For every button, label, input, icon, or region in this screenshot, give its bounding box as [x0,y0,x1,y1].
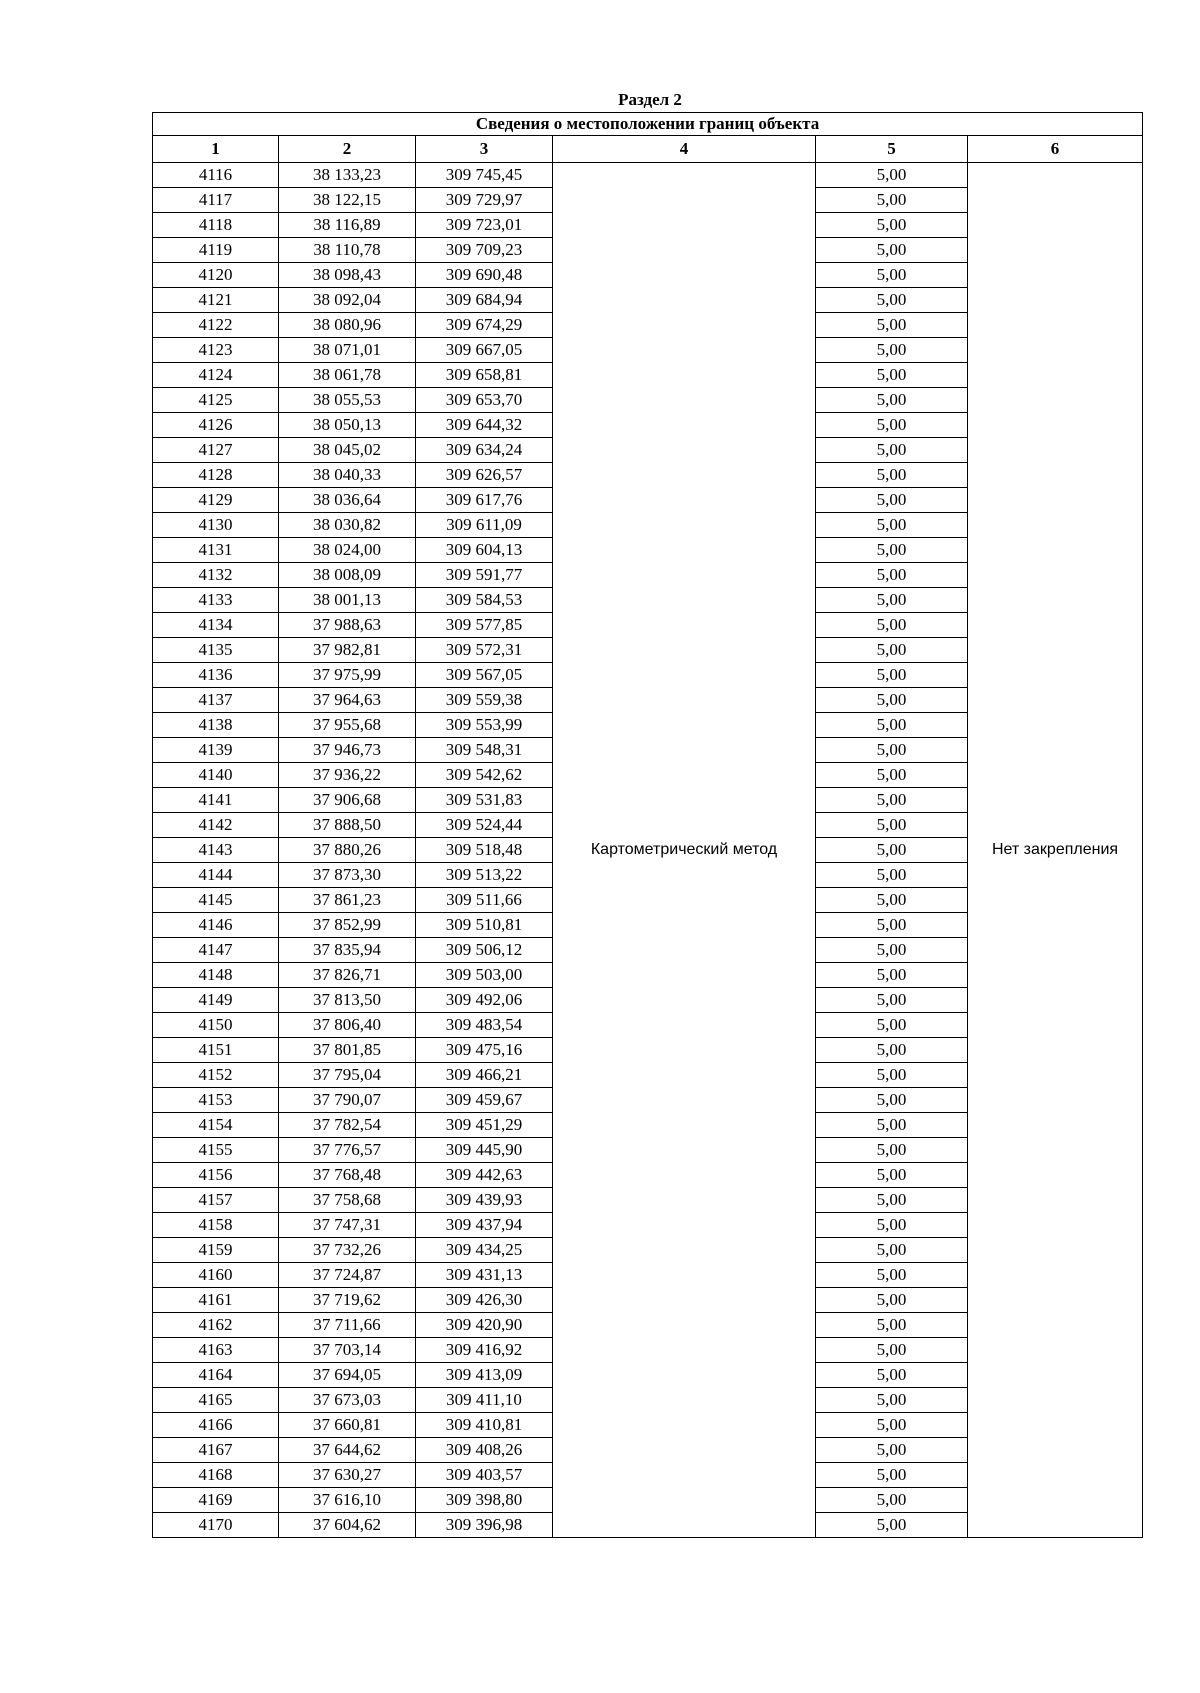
x-coordinate-cell: 37 880,26 [279,838,416,863]
x-coordinate-cell: 38 055,53 [279,388,416,413]
point-number-cell: 4151 [153,1038,279,1063]
accuracy-cell: 5,00 [816,688,968,713]
accuracy-cell: 5,00 [816,163,968,188]
point-number-cell: 4169 [153,1488,279,1513]
point-number-cell: 4128 [153,463,279,488]
x-coordinate-cell: 38 071,01 [279,338,416,363]
x-coordinate-cell: 37 801,85 [279,1038,416,1063]
y-coordinate-cell: 309 553,99 [416,713,553,738]
y-coordinate-cell: 309 483,54 [416,1013,553,1038]
x-coordinate-cell: 37 955,68 [279,713,416,738]
accuracy-cell: 5,00 [816,388,968,413]
y-coordinate-cell: 309 439,93 [416,1188,553,1213]
point-number-cell: 4137 [153,688,279,713]
point-number-cell: 4131 [153,538,279,563]
point-number-cell: 4124 [153,363,279,388]
x-coordinate-cell: 37 982,81 [279,638,416,663]
x-coordinate-cell: 38 036,64 [279,488,416,513]
y-coordinate-cell: 309 567,05 [416,663,553,688]
column-number: 1 [153,136,279,163]
column-number: 6 [968,136,1143,163]
point-number-cell: 4166 [153,1413,279,1438]
accuracy-cell: 5,00 [816,738,968,763]
y-coordinate-cell: 309 431,13 [416,1263,553,1288]
x-coordinate-cell: 37 703,14 [279,1338,416,1363]
y-coordinate-cell: 309 745,45 [416,163,553,188]
point-number-cell: 4129 [153,488,279,513]
x-coordinate-cell: 38 092,04 [279,288,416,313]
x-coordinate-cell: 37 988,63 [279,613,416,638]
accuracy-cell: 5,00 [816,1188,968,1213]
accuracy-cell: 5,00 [816,788,968,813]
point-number-cell: 4117 [153,188,279,213]
point-number-cell: 4146 [153,913,279,938]
accuracy-cell: 5,00 [816,513,968,538]
accuracy-cell: 5,00 [816,463,968,488]
y-coordinate-cell: 309 459,67 [416,1088,553,1113]
point-number-cell: 4164 [153,1363,279,1388]
point-number-cell: 4142 [153,813,279,838]
y-coordinate-cell: 309 413,09 [416,1363,553,1388]
x-coordinate-cell: 37 719,62 [279,1288,416,1313]
point-number-cell: 4155 [153,1138,279,1163]
y-coordinate-cell: 309 626,57 [416,463,553,488]
point-number-cell: 4165 [153,1388,279,1413]
accuracy-cell: 5,00 [816,313,968,338]
column-number: 3 [416,136,553,163]
point-number-cell: 4161 [153,1288,279,1313]
point-number-cell: 4149 [153,988,279,1013]
accuracy-cell: 5,00 [816,1163,968,1188]
y-coordinate-cell: 309 577,85 [416,613,553,638]
accuracy-cell: 5,00 [816,613,968,638]
x-coordinate-cell: 38 080,96 [279,313,416,338]
x-coordinate-cell: 37 906,68 [279,788,416,813]
y-coordinate-cell: 309 437,94 [416,1213,553,1238]
x-coordinate-cell: 37 852,99 [279,913,416,938]
point-number-cell: 4167 [153,1438,279,1463]
point-number-cell: 4148 [153,963,279,988]
accuracy-cell: 5,00 [816,1013,968,1038]
point-number-cell: 4153 [153,1088,279,1113]
point-number-cell: 4134 [153,613,279,638]
x-coordinate-cell: 38 008,09 [279,563,416,588]
point-number-cell: 4116 [153,163,279,188]
point-number-cell: 4132 [153,563,279,588]
point-number-cell: 4119 [153,238,279,263]
accuracy-cell: 5,00 [816,988,968,1013]
point-number-cell: 4121 [153,288,279,313]
x-coordinate-cell: 37 747,31 [279,1213,416,1238]
x-coordinate-cell: 38 024,00 [279,538,416,563]
accuracy-cell: 5,00 [816,263,968,288]
y-coordinate-cell: 309 524,44 [416,813,553,838]
y-coordinate-cell: 309 466,21 [416,1063,553,1088]
y-coordinate-cell: 309 667,05 [416,338,553,363]
y-coordinate-cell: 309 396,98 [416,1513,553,1538]
point-number-cell: 4156 [153,1163,279,1188]
y-coordinate-cell: 309 411,10 [416,1388,553,1413]
point-number-cell: 4158 [153,1213,279,1238]
accuracy-cell: 5,00 [816,1113,968,1138]
y-coordinate-cell: 309 644,32 [416,413,553,438]
x-coordinate-cell: 38 098,43 [279,263,416,288]
accuracy-cell: 5,00 [816,1338,968,1363]
accuracy-cell: 5,00 [816,838,968,863]
y-coordinate-cell: 309 451,29 [416,1113,553,1138]
y-coordinate-cell: 309 510,81 [416,913,553,938]
accuracy-cell: 5,00 [816,588,968,613]
y-coordinate-cell: 309 506,12 [416,938,553,963]
point-number-cell: 4123 [153,338,279,363]
accuracy-cell: 5,00 [816,488,968,513]
y-coordinate-cell: 309 542,62 [416,763,553,788]
x-coordinate-cell: 37 711,66 [279,1313,416,1338]
column-number: 2 [279,136,416,163]
accuracy-cell: 5,00 [816,1363,968,1388]
point-number-cell: 4127 [153,438,279,463]
x-coordinate-cell: 38 050,13 [279,413,416,438]
accuracy-cell: 5,00 [816,1138,968,1163]
accuracy-cell: 5,00 [816,1488,968,1513]
x-coordinate-cell: 37 826,71 [279,963,416,988]
point-number-cell: 4157 [153,1188,279,1213]
x-coordinate-cell: 38 040,33 [279,463,416,488]
y-coordinate-cell: 309 420,90 [416,1313,553,1338]
accuracy-cell: 5,00 [816,1413,968,1438]
y-coordinate-cell: 309 503,00 [416,963,553,988]
point-number-cell: 4144 [153,863,279,888]
y-coordinate-cell: 309 426,30 [416,1288,553,1313]
accuracy-cell: 5,00 [816,763,968,788]
x-coordinate-cell: 37 964,63 [279,688,416,713]
y-coordinate-cell: 309 434,25 [416,1238,553,1263]
point-number-cell: 4152 [153,1063,279,1088]
method-cell: Картометрический метод [553,163,816,1538]
accuracy-cell: 5,00 [816,413,968,438]
accuracy-cell: 5,00 [816,888,968,913]
y-coordinate-cell: 309 591,77 [416,563,553,588]
table-caption: Сведения о местоположении границ объекта [153,113,1143,136]
x-coordinate-cell: 37 694,05 [279,1363,416,1388]
y-coordinate-cell: 309 442,63 [416,1163,553,1188]
point-number-cell: 4130 [153,513,279,538]
point-number-cell: 4122 [153,313,279,338]
x-coordinate-cell: 37 644,62 [279,1438,416,1463]
point-number-cell: 4136 [153,663,279,688]
x-coordinate-cell: 38 045,02 [279,438,416,463]
x-coordinate-cell: 38 001,13 [279,588,416,613]
x-coordinate-cell: 37 616,10 [279,1488,416,1513]
table-body [153,163,1143,1538]
y-coordinate-cell: 309 403,57 [416,1463,553,1488]
x-coordinate-cell: 38 030,82 [279,513,416,538]
point-number-cell: 4160 [153,1263,279,1288]
x-coordinate-cell: 38 133,23 [279,163,416,188]
x-coordinate-cell: 37 630,27 [279,1463,416,1488]
x-coordinate-cell: 37 795,04 [279,1063,416,1088]
y-coordinate-cell: 309 548,31 [416,738,553,763]
x-coordinate-cell: 37 768,48 [279,1163,416,1188]
accuracy-cell: 5,00 [816,1263,968,1288]
point-number-cell: 4143 [153,838,279,863]
point-number-cell: 4133 [153,588,279,613]
accuracy-cell: 5,00 [816,663,968,688]
y-coordinate-cell: 309 723,01 [416,213,553,238]
x-coordinate-cell: 38 061,78 [279,363,416,388]
x-coordinate-cell: 37 790,07 [279,1088,416,1113]
x-coordinate-cell: 37 835,94 [279,938,416,963]
point-number-cell: 4138 [153,713,279,738]
point-number-cell: 4162 [153,1313,279,1338]
point-number-cell: 4159 [153,1238,279,1263]
x-coordinate-cell: 37 888,50 [279,813,416,838]
x-coordinate-cell: 37 776,57 [279,1138,416,1163]
y-coordinate-cell: 309 559,38 [416,688,553,713]
accuracy-cell: 5,00 [816,438,968,463]
accuracy-cell: 5,00 [816,1213,968,1238]
x-coordinate-cell: 37 975,99 [279,663,416,688]
x-coordinate-cell: 37 936,22 [279,763,416,788]
y-coordinate-cell: 309 690,48 [416,263,553,288]
accuracy-cell: 5,00 [816,813,968,838]
point-number-cell: 4126 [153,413,279,438]
accuracy-cell: 5,00 [816,1288,968,1313]
point-number-cell: 4154 [153,1113,279,1138]
x-coordinate-cell: 38 116,89 [279,213,416,238]
y-coordinate-cell: 309 511,66 [416,888,553,913]
accuracy-cell: 5,00 [816,638,968,663]
point-number-cell: 4141 [153,788,279,813]
y-coordinate-cell: 309 445,90 [416,1138,553,1163]
x-coordinate-cell: 37 604,62 [279,1513,416,1538]
x-coordinate-cell: 37 660,81 [279,1413,416,1438]
accuracy-cell: 5,00 [816,188,968,213]
accuracy-cell: 5,00 [816,1513,968,1538]
y-coordinate-cell: 309 674,29 [416,313,553,338]
y-coordinate-cell: 309 416,92 [416,1338,553,1363]
accuracy-cell: 5,00 [816,1238,968,1263]
accuracy-cell: 5,00 [816,363,968,388]
accuracy-cell: 5,00 [816,1063,968,1088]
x-coordinate-cell: 37 673,03 [279,1388,416,1413]
accuracy-cell: 5,00 [816,1463,968,1488]
y-coordinate-cell: 309 408,26 [416,1438,553,1463]
x-coordinate-cell: 37 873,30 [279,863,416,888]
x-coordinate-cell: 37 946,73 [279,738,416,763]
x-coordinate-cell: 37 724,87 [279,1263,416,1288]
fixation-cell: Нет закрепления [968,163,1143,1538]
accuracy-cell: 5,00 [816,1088,968,1113]
y-coordinate-cell: 309 492,06 [416,988,553,1013]
y-coordinate-cell: 309 684,94 [416,288,553,313]
point-number-cell: 4118 [153,213,279,238]
accuracy-cell: 5,00 [816,1438,968,1463]
accuracy-cell: 5,00 [816,863,968,888]
point-number-cell: 4147 [153,938,279,963]
y-coordinate-cell: 309 398,80 [416,1488,553,1513]
y-coordinate-cell: 309 634,24 [416,438,553,463]
point-number-cell: 4120 [153,263,279,288]
point-number-cell: 4150 [153,1013,279,1038]
x-coordinate-cell: 37 813,50 [279,988,416,1013]
y-coordinate-cell: 309 572,31 [416,638,553,663]
accuracy-cell: 5,00 [816,938,968,963]
y-coordinate-cell: 309 584,53 [416,588,553,613]
y-coordinate-cell: 309 658,81 [416,363,553,388]
y-coordinate-cell: 309 729,97 [416,188,553,213]
x-coordinate-cell: 37 732,26 [279,1238,416,1263]
table-row [153,163,1143,188]
accuracy-cell: 5,00 [816,963,968,988]
x-coordinate-cell: 37 861,23 [279,888,416,913]
accuracy-cell: 5,00 [816,1313,968,1338]
y-coordinate-cell: 309 604,13 [416,538,553,563]
y-coordinate-cell: 309 513,22 [416,863,553,888]
y-coordinate-cell: 309 611,09 [416,513,553,538]
point-number-cell: 4125 [153,388,279,413]
y-coordinate-cell: 309 617,76 [416,488,553,513]
accuracy-cell: 5,00 [816,563,968,588]
y-coordinate-cell: 309 410,81 [416,1413,553,1438]
accuracy-cell: 5,00 [816,338,968,363]
y-coordinate-cell: 309 653,70 [416,388,553,413]
y-coordinate-cell: 309 531,83 [416,788,553,813]
point-number-cell: 4168 [153,1463,279,1488]
accuracy-cell: 5,00 [816,713,968,738]
section-title: Раздел 2 [618,90,682,109]
boundary-table [152,112,1143,1538]
point-number-cell: 4145 [153,888,279,913]
x-coordinate-cell: 37 758,68 [279,1188,416,1213]
accuracy-cell: 5,00 [816,1388,968,1413]
accuracy-cell: 5,00 [816,238,968,263]
point-number-cell: 4140 [153,763,279,788]
x-coordinate-cell: 38 122,15 [279,188,416,213]
point-number-cell: 4163 [153,1338,279,1363]
point-number-cell: 4135 [153,638,279,663]
y-coordinate-cell: 309 709,23 [416,238,553,263]
x-coordinate-cell: 37 806,40 [279,1013,416,1038]
accuracy-cell: 5,00 [816,1038,968,1063]
accuracy-cell: 5,00 [816,288,968,313]
point-number-cell: 4139 [153,738,279,763]
accuracy-cell: 5,00 [816,913,968,938]
column-number: 4 [553,136,816,163]
accuracy-cell: 5,00 [816,538,968,563]
x-coordinate-cell: 37 782,54 [279,1113,416,1138]
y-coordinate-cell: 309 475,16 [416,1038,553,1063]
accuracy-cell: 5,00 [816,213,968,238]
y-coordinate-cell: 309 518,48 [416,838,553,863]
point-number-cell: 4170 [153,1513,279,1538]
column-number: 5 [816,136,968,163]
x-coordinate-cell: 38 110,78 [279,238,416,263]
